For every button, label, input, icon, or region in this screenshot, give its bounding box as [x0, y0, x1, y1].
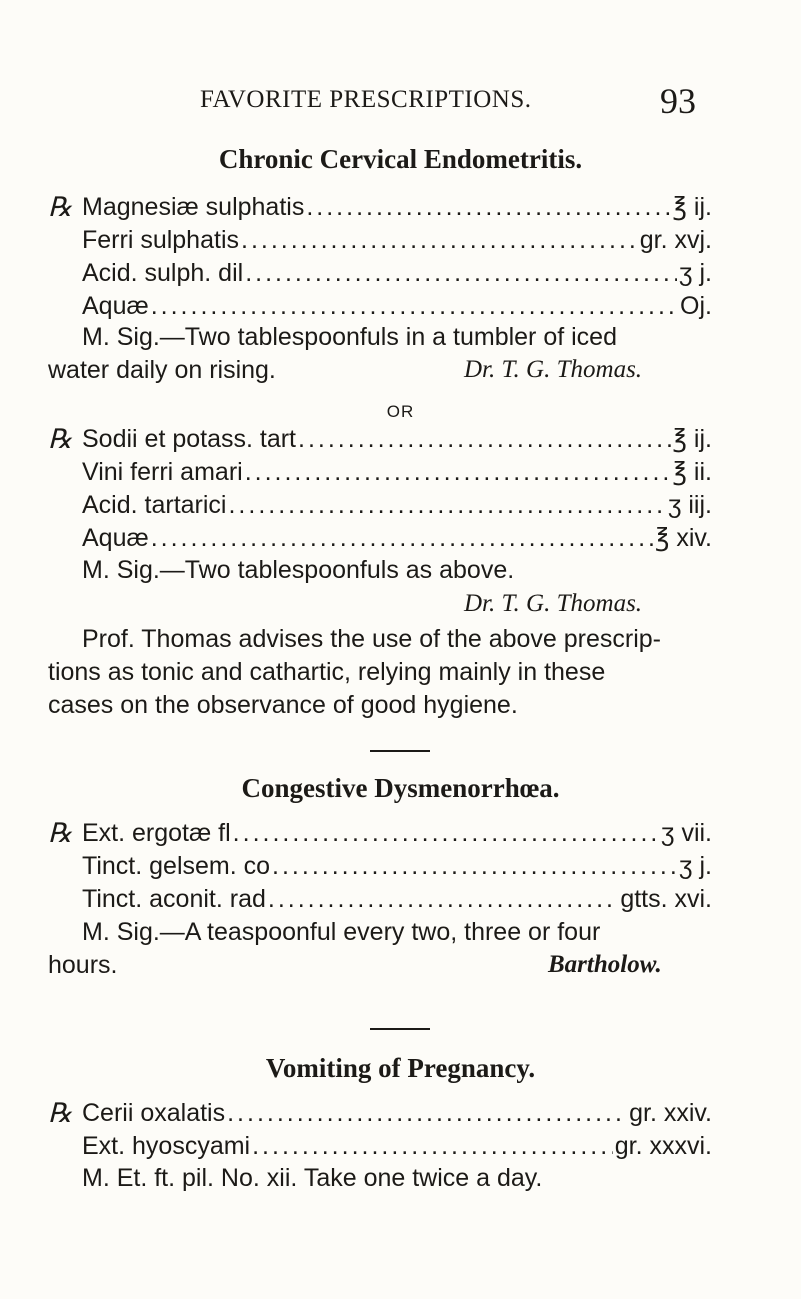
- prescription-line: [48, 424, 712, 454]
- prescription-line: [48, 490, 712, 520]
- prescription-line: [48, 457, 712, 487]
- ingredient-name: Aquæ: [82, 524, 149, 552]
- leader-dots: [268, 884, 618, 914]
- leader-dots: [306, 192, 670, 222]
- ingredient-name: Ext. ergotæ fl: [82, 819, 231, 847]
- prescription-line: [48, 1098, 712, 1128]
- ingredient-quantity: gr. xvj.: [639, 226, 712, 254]
- prescription-line: [48, 818, 712, 848]
- author-credit: Dr. T. G. Thomas.: [464, 590, 643, 617]
- ingredient-quantity: ℥ ij.: [672, 425, 712, 453]
- rx-symbol: ℞: [48, 818, 73, 848]
- leader-dots: [227, 1098, 627, 1128]
- section-title: Vomiting of Pregnancy.: [265, 1053, 536, 1083]
- paragraph-line: cases on the observance of good hygiene.: [48, 691, 518, 719]
- or-divider: OR: [386, 402, 415, 421]
- leader-dots: [245, 457, 671, 487]
- prescription-line: [48, 1131, 712, 1161]
- section-rule: [370, 1028, 430, 1030]
- leader-dots: [252, 1131, 613, 1161]
- ingredient-quantity: gr. xxiv.: [629, 1099, 712, 1127]
- running-head: FAVORITE PRESCRIPTIONS.: [200, 86, 532, 113]
- ingredient-name: Ferri sulphatis: [82, 226, 239, 254]
- signature-text: M. Sig.—A teaspoonful every two, three or four: [82, 918, 601, 946]
- rx-symbol: ℞: [48, 192, 73, 222]
- prescription-line: [48, 291, 712, 321]
- ingredient-quantity: ℥ ij.: [672, 193, 712, 221]
- ingredient-name: Ext. hyoscyami: [82, 1132, 251, 1160]
- prescription-line: [48, 851, 712, 881]
- leader-dots: [272, 851, 677, 881]
- rx-symbol: ℞: [48, 424, 73, 454]
- ingredient-quantity: ʒ iij.: [667, 491, 712, 519]
- signature-text: M. Sig.—Two tablespoonfuls as above.: [82, 556, 515, 584]
- leader-dots: [245, 258, 677, 288]
- ingredient-quantity: ℥ ii.: [672, 458, 712, 486]
- signature-text: water daily on rising.: [48, 356, 276, 384]
- section-rule: [370, 750, 430, 752]
- paragraph-line: tions as tonic and cathartic, relying mainly in these: [48, 658, 606, 686]
- prescription-line: [48, 258, 712, 288]
- ingredient-name: Sodii et potass. tart: [82, 425, 297, 453]
- ingredient-quantity: ʒ j.: [678, 852, 712, 880]
- prescription-line: [48, 225, 712, 255]
- section-title: Congestive Dysmenorrhœa.: [241, 773, 560, 803]
- ingredient-name: Aquæ: [82, 292, 149, 320]
- leader-dots: [241, 225, 638, 255]
- leader-dots: [228, 490, 665, 520]
- paragraph-line: Prof. Thomas advises the use of the above prescrip-: [82, 625, 662, 653]
- prescription-line: [48, 192, 712, 222]
- signature-text: M. Sig.—Two tablespoonfuls in a tumbler of iced: [82, 323, 617, 351]
- leader-dots: [298, 424, 671, 454]
- ingredient-name: Cerii oxalatis: [82, 1099, 226, 1127]
- ingredient-quantity: ʒ vii.: [660, 819, 712, 847]
- ingredient-quantity: gr. xxxvi.: [614, 1132, 712, 1160]
- signature-text: hours.: [48, 951, 118, 979]
- page-number: 93: [660, 81, 696, 121]
- ingredient-name: Vini ferri amari: [82, 458, 243, 486]
- ingredient-name: Tinct. gelsem. co: [82, 852, 271, 880]
- leader-dots: [151, 523, 653, 553]
- instruction-text: M. Et. ft. pil. No. xii. Take one twice a day.: [82, 1164, 543, 1192]
- prescription-line: [48, 884, 712, 914]
- ingredient-quantity: Oj.: [680, 292, 712, 320]
- ingredient-quantity: ʒ j.: [678, 259, 712, 287]
- ingredient-name: Tinct. aconit. rad: [82, 885, 266, 913]
- section-title: Chronic Cervical Endometritis.: [218, 144, 583, 174]
- author-credit: Dr. T. G. Thomas.: [464, 356, 643, 383]
- leader-dots: [151, 291, 678, 321]
- leader-dots: [233, 818, 659, 848]
- rx-symbol: ℞: [48, 1098, 73, 1128]
- author-credit: Bartholow.: [548, 951, 662, 978]
- ingredient-quantity: gtts. xvi.: [620, 885, 712, 913]
- ingredient-name: Acid. tartarici: [82, 491, 227, 519]
- prescription-line: [48, 523, 712, 553]
- ingredient-name: Magnesiæ sulphatis: [82, 193, 305, 221]
- ingredient-quantity: ℥ xiv.: [654, 524, 712, 552]
- ingredient-name: Acid. sulph. dil: [82, 259, 244, 287]
